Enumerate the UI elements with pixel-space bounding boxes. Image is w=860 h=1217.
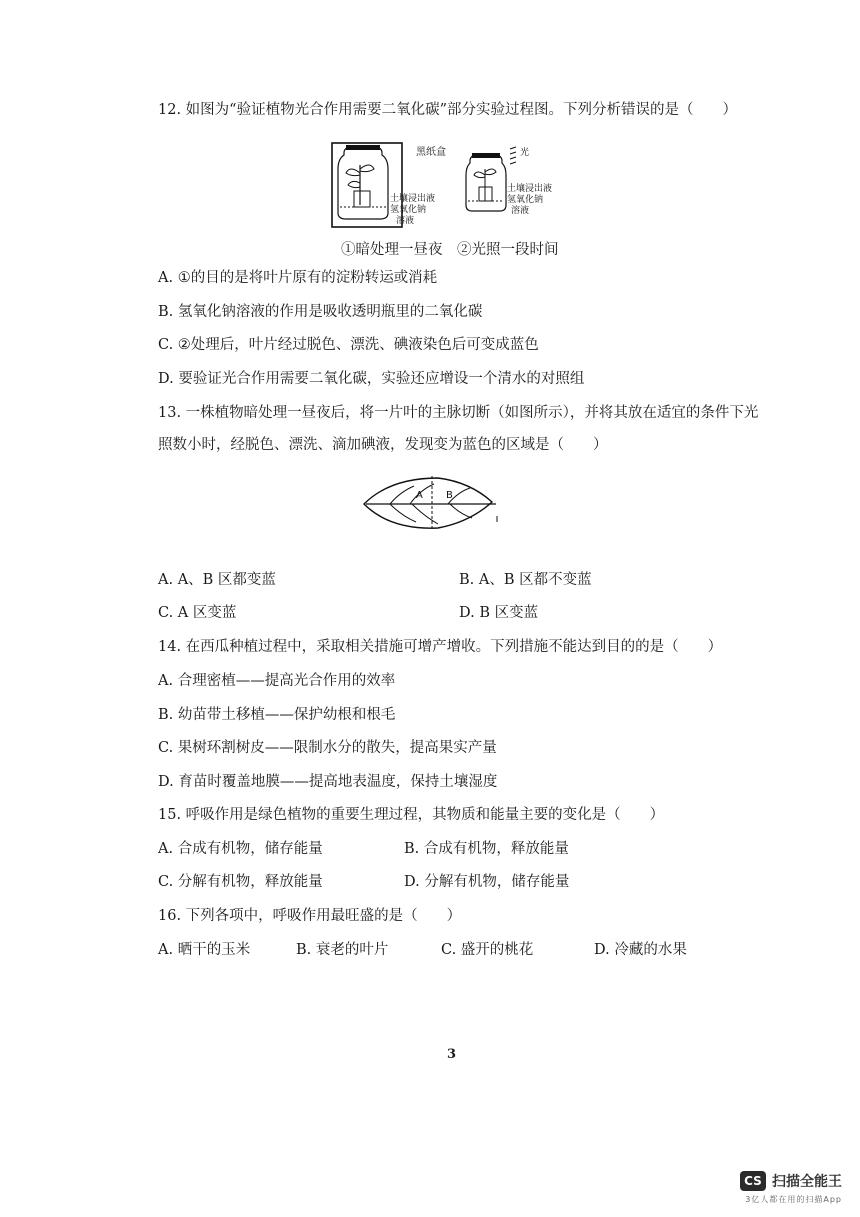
naoh-label-2b: 溶液 (511, 206, 530, 216)
naoh-label-2a: 氢氧化钠 (507, 195, 544, 205)
q13-option-d: D. B 区变蓝 (459, 605, 539, 621)
q14-option-a: A. 合理密植——提高光合作用的效率 (158, 673, 396, 689)
q14-stem: 14. 在西瓜种植过程中，采取相关措施可增产增收。下列措施不能达到目的的是（ ） (158, 639, 723, 655)
q12-option-b: B. 氢氧化钠溶液的作用是吸收透明瓶里的二氧化碳 (158, 304, 483, 320)
leaf-outline (364, 478, 492, 528)
soil-label-1: 土壤浸出液 (390, 194, 436, 204)
scanner-watermark (740, 1171, 842, 1191)
q16-option-a: A. 晒干的玉米 (158, 942, 251, 958)
q15-option-b: B. 合成有机物，释放能量 (404, 841, 569, 857)
q12-stem: 12. 如图为“验证植物光合作用需要二氧化碳”部分实验过程图。下列分析错误的是（ ） (158, 102, 737, 118)
jar-1 (338, 147, 388, 219)
q13-stem-line1: 13. 一株植物暗处理一昼夜后，将一片叶的主脉切断（如图所示），并将其放在适宜的条件下光 (158, 405, 759, 421)
light-rays-icon (510, 147, 516, 164)
q12-option-a: A. ①的目的是将叶片原有的淀粉转运或消耗 (158, 270, 438, 286)
q16-stem: 16. 下列各项中，呼吸作用最旺盛的是（ ） (158, 908, 462, 924)
q15-option-a: A. 合成有机物，储存能量 (158, 841, 323, 857)
q14-option-d: D. 育苗时覆盖地膜——提高地表温度，保持土壤湿度 (158, 774, 498, 790)
region-a-label: A (416, 490, 423, 501)
q12-option-d: D. 要验证光合作用需要二氧化碳，实验还应增设一个清水的对照组 (158, 371, 585, 387)
box-label: 黑纸盒 (416, 147, 446, 158)
camscanner-logo-icon: CS (740, 1171, 766, 1191)
q13-stem-line2: 照数小时，经脱色、漂洗、滴加碘液，发现变为蓝色的区域是（ ） (158, 437, 608, 453)
jar-2-lid (472, 153, 500, 158)
q12-experiment-figure (330, 141, 560, 231)
q15-stem: 15. 呼吸作用是绿色植物的重要生理过程，其物质和能量主要的变化是（ ） (158, 807, 665, 823)
watermark-subtitle: 3亿人都在用的扫描App (745, 1195, 842, 1204)
jar-2 (466, 155, 506, 211)
naoh-label-1a: 氢氧化钠 (390, 205, 427, 215)
q16-option-c: C. 盛开的桃花 (441, 942, 534, 958)
q12-figure-caption: ①暗处理一昼夜 ②光照一段时间 (341, 242, 559, 258)
q12-option-c: C. ②处理后，叶片经过脱色、漂洗、碘液染色后可变成蓝色 (158, 337, 539, 353)
q14-option-b: B. 幼苗带土移植——保护幼根和根毛 (158, 707, 396, 723)
q13-option-c: C. A 区变蓝 (158, 605, 237, 621)
light-label: 光 (520, 148, 530, 158)
q14-option-c: C. 果树环割树皮——限制水分的散失，提高果实产量 (158, 740, 497, 756)
watermark-title: 扫描全能王 (772, 1174, 842, 1190)
q15-option-c: C. 分解有机物，释放能量 (158, 874, 323, 890)
q13-leaf-figure (360, 474, 502, 532)
q16-option-d: D. 冷藏的水果 (594, 942, 687, 958)
q13-option-a: A. A、B 区都变蓝 (158, 572, 276, 588)
naoh-label-1b: 溶液 (396, 216, 415, 226)
region-b-label: B (446, 490, 453, 501)
page-number: 3 (447, 1047, 457, 1062)
soil-label-2: 土壤浸出液 (507, 184, 553, 194)
q13-option-b: B. A、B 区都不变蓝 (459, 572, 592, 588)
jar-1-lid (346, 145, 380, 150)
q16-option-b: B. 衰老的叶片 (296, 942, 389, 958)
q15-option-d: D. 分解有机物，储存能量 (404, 874, 570, 890)
